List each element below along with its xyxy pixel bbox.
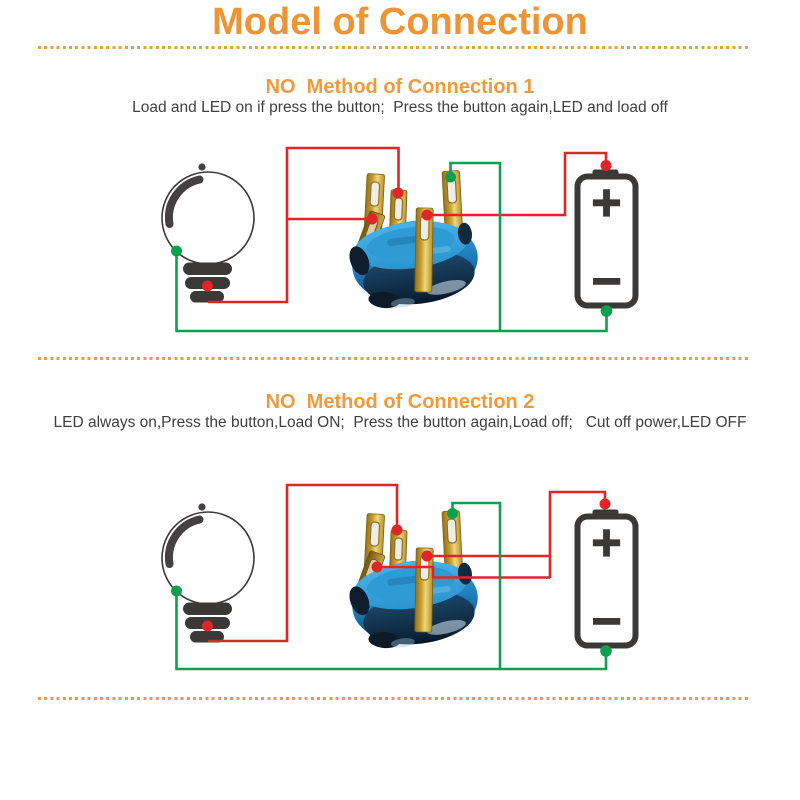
section-2-heading: NO Method of Connection 2 — [265, 391, 535, 413]
red-dot — [393, 188, 404, 199]
section-2-subtitle: LED always on,Press the button,Load ON; Press the button again,Load off; Cut off power,LED OFF — [53, 414, 747, 431]
red-dot — [600, 499, 611, 510]
green-dot — [601, 305, 613, 317]
green-dot — [600, 645, 612, 657]
red-dot — [202, 281, 213, 292]
green-dot — [171, 586, 182, 597]
red-dot — [422, 210, 433, 221]
diagram-method-2 — [162, 485, 636, 669]
diagram-method-1 — [162, 148, 636, 331]
battery-positive-symbol: + — [589, 179, 624, 226]
section-1-heading: NO Method of Connection 1 — [265, 76, 535, 98]
green-dot — [171, 246, 182, 257]
green-dot — [447, 508, 458, 519]
push-button-switch-icon — [343, 171, 483, 315]
red-dot — [422, 551, 433, 562]
battery-positive-symbol: + — [589, 519, 624, 566]
red-dot — [202, 621, 213, 632]
red-dot — [372, 562, 383, 573]
battery-negative-symbol: − — [589, 258, 624, 304]
push-button-switch-icon — [343, 511, 483, 655]
red-dot — [601, 160, 612, 171]
red-dot — [392, 525, 403, 536]
green-dot — [445, 172, 456, 183]
red-dot — [367, 214, 378, 225]
battery-negative-symbol: − — [589, 598, 624, 644]
section-1-subtitle: Load and LED on if press the button; Press the button again,LED and load off — [132, 99, 668, 116]
page-title: Model of Connection — [212, 1, 588, 43]
